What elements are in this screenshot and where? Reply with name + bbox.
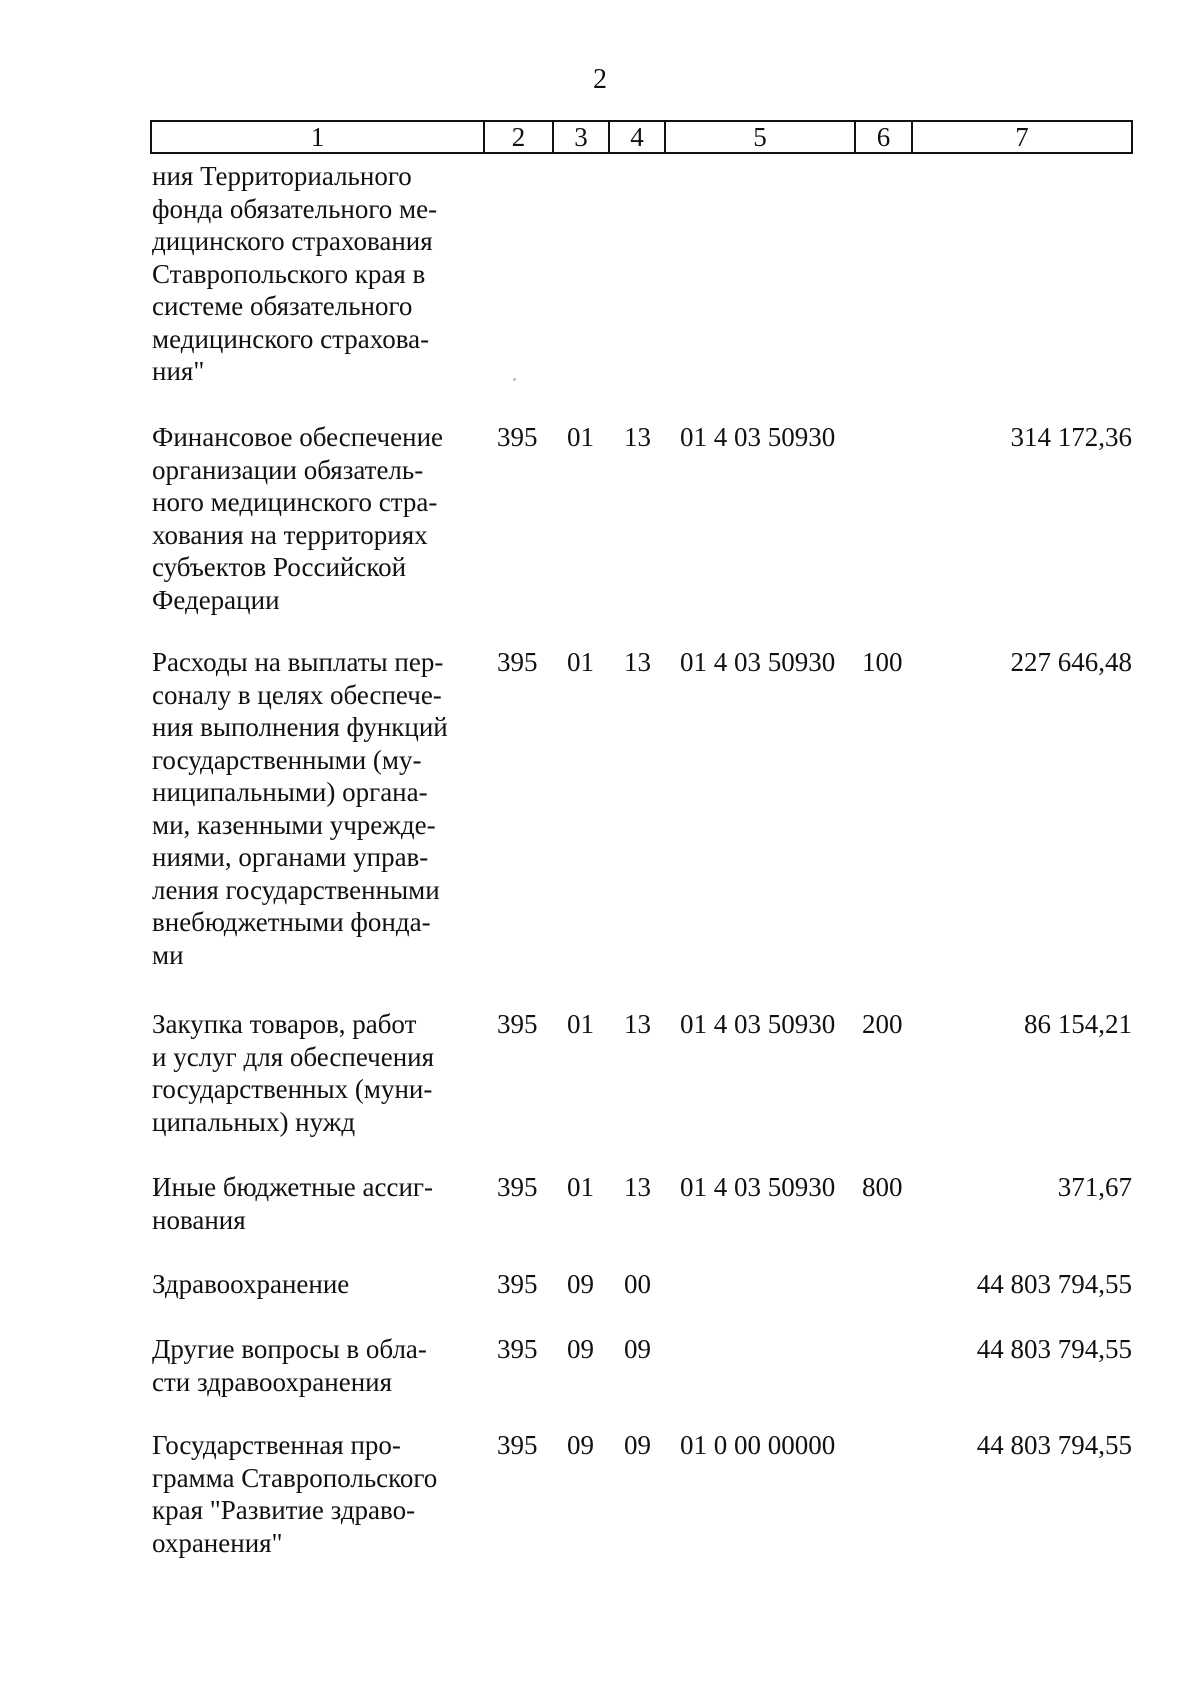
row-name: Другие вопросы в обла- сти здравоохранения (152, 1334, 427, 1397)
cell-amount: 44 803 794,55 (976, 1334, 1132, 1364)
cell-subsection: 00 (624, 1269, 651, 1299)
cell-section: 01 (567, 647, 594, 677)
cell-expense-type: 800 (862, 1172, 903, 1202)
cell-expense-type: 100 (862, 647, 903, 677)
cell-amount: 86 154,21 (1024, 1009, 1132, 1039)
cell-amount: 44 803 794,55 (976, 1269, 1132, 1299)
cell-subsection: 13 (624, 647, 651, 677)
column-header-2: 2 (485, 122, 554, 152)
row-name: Финансовое обеспечение организации обязатель- ного медицинского стра- хования на территориях субъектов Российской Федерации (152, 422, 444, 615)
cell-section: 01 (567, 422, 594, 452)
cell-amount: 371,67 (1057, 1172, 1132, 1202)
scan-speck (513, 378, 516, 381)
row-name: Расходы на выплаты пер- соналу в целях обеспече- ния выполнения функций государственными (му- ниципальными) органа- ми, казенными учрежде- ниями, органами управ- ления государственными внебюджетными фонда- ми (152, 647, 448, 970)
cell-expense-type: 200 (862, 1009, 903, 1039)
cell-subsection: 13 (624, 422, 651, 452)
column-header-3: 3 (554, 122, 610, 152)
cell-admin-code: 395 (497, 422, 538, 452)
cell-admin-code: 395 (497, 647, 538, 677)
cell-admin-code: 395 (497, 1269, 538, 1299)
cell-amount: 44 803 794,55 (976, 1430, 1132, 1460)
cell-admin-code: 395 (497, 1334, 538, 1364)
row-name: ния Территориального фонда обязательного ме- дицинского страхования Ставропольского края в системе обязательного медицинского страхова- ния" (152, 161, 438, 386)
cell-subsection: 13 (624, 1009, 651, 1039)
cell-section: 01 (567, 1172, 594, 1202)
cell-section: 01 (567, 1009, 594, 1039)
cell-amount: 314 172,36 (1010, 422, 1132, 452)
cell-subsection: 09 (624, 1430, 651, 1460)
cell-target-item: 01 4 03 50930 (680, 647, 836, 677)
cell-target-item: 01 4 03 50930 (680, 422, 836, 452)
cell-amount: 227 646,48 (1010, 647, 1132, 677)
cell-subsection: 13 (624, 1172, 651, 1202)
cell-admin-code: 395 (497, 1430, 538, 1460)
cell-section: 09 (567, 1430, 594, 1460)
column-header-1: 1 (152, 122, 485, 152)
column-header-5: 5 (666, 122, 856, 152)
page-number: 2 (593, 64, 607, 95)
row-name: Закупка товаров, работ и услуг для обеспечения государственных (муни- ципальных) нужд (152, 1009, 435, 1137)
row-name: Государственная про- грамма Ставропольского края "Развитие здраво- охранения" (152, 1430, 438, 1558)
cell-section: 09 (567, 1269, 594, 1299)
cell-subsection: 09 (624, 1334, 651, 1364)
row-name: Иные бюджетные ассиг- нования (152, 1172, 433, 1235)
cell-section: 09 (567, 1334, 594, 1364)
column-header-4: 4 (610, 122, 666, 152)
cell-target-item: 01 4 03 50930 (680, 1009, 836, 1039)
cell-target-item: 01 4 03 50930 (680, 1172, 836, 1202)
table-column-header-row (150, 120, 1133, 154)
column-header-7: 7 (1015, 122, 1029, 152)
cell-target-item: 01 0 00 00000 (680, 1430, 836, 1460)
column-header-6: 6 (856, 122, 913, 152)
cell-admin-code: 395 (497, 1172, 538, 1202)
row-name: Здравоохранение (152, 1269, 350, 1299)
cell-admin-code: 395 (497, 1009, 538, 1039)
